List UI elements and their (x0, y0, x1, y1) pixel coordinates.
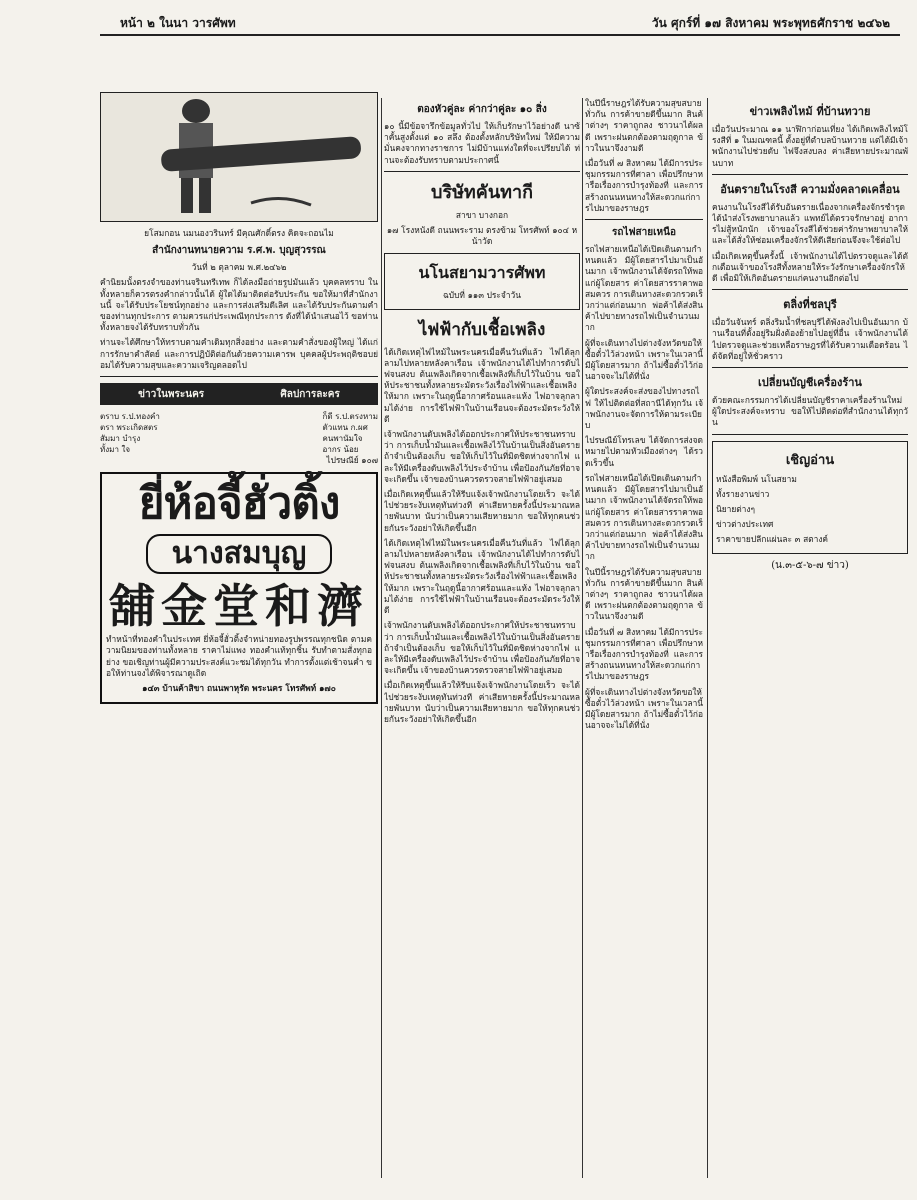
divider (712, 434, 908, 435)
subhead: รถไฟสายเหนือ (612, 227, 676, 239)
advert-address: ๑๔๓ บ้านค้าสิขา ถนนพาหุรัด พระนคร โทรศัพท์ ๑๗๐ (142, 683, 336, 694)
warrior-drawing-icon (101, 93, 376, 218)
divider (712, 174, 908, 175)
notice-title: ตองหัวคู่ละ ค่ากว่าคู่ละ ๑๐ สิ่ง (417, 104, 547, 115)
article-body: ไปรษณีย์โทรเลข ได้จัดการส่งจดหมายไปตามหัวเมืองต่างๆ ได้รวดเร็วขึ้น (585, 435, 703, 468)
divider (384, 171, 580, 172)
list-item: ตรา พระเกิดสตร (100, 423, 158, 433)
invite-box (712, 441, 908, 554)
article-body: ในปีนี้ราษฎรได้รับความสุขสบายทั่วกัน การค้าขายดีขึ้นมาก สินค้าต่างๆ ราคาถูกลง ชาวนาได้ผลดี เพราะฝนตกต้องตามฤดูกาล ข้าวในนาจึงงามดี (585, 566, 703, 622)
invite-item: ข่าวต่างประเทศ (716, 519, 774, 530)
advert-owner: นางสมบุญ (146, 534, 332, 574)
article-body: รถไฟสายเหนือได้เปิดเดินตามกำหนดแล้ว มีผู้โดยสารไปมาเป็นอันมาก เจ้าพนักงานได้จัดรถให้พอแก่ผู้โดยสาร ค่าโดยสารราคาพอสมควร การเดินทางสะดวกรวดเร็วกว่าแต่ก่อนมาก พ่อค้าได้ส่งสินค้าไปขายทางรถไฟเป็นจำนวนมาก (585, 472, 703, 562)
list-item: ตัวแทน ก.ผศ (322, 423, 368, 433)
advert-brand: ยี่ห้อจี้ฮั่วติ้ง (138, 478, 340, 530)
article-body: คำนิยมนั้งตรงจำของท่านจรินทรีเทพ ก็ได้ลงมือถ่ายรูปมันแล้ว บุคคลทราบ ในทั้งหลายก็ควรตรงคำกล่าวนั้นได้ ผู้ใดได้มาติดต่อรับประกัน ขอให้มาที่สำนักงานนี้ จะได้รับประโยชน์ทุกอย่าง และการส่งเสริมดีเลิศ และได้รับประกันตามคำของท่านทุกประการ ตามควรแก่ประเพณีทุกประการ ดังที่ได้นำเสนอไว้ ขอท่านทั้งหลายจงได้รับทราบทั่วกัน (100, 277, 378, 333)
article-body: เมื่อวันที่ ๗ สิงหาคม ได้มีการประชุมกรรมการที่ศาลา เพื่อปรึกษาหารือเรื่องการบำรุงท้องที่ และการสร้างถนนหนทางให้สะดวกแก่การไปมาของราษฎร (585, 626, 703, 682)
list-item: ทั้งมา ใจ (100, 445, 131, 455)
divider (712, 289, 908, 290)
news-title: ข่าวเพลิงไหม้ ที่บ้านทวาย (749, 105, 871, 118)
advert-body: ทำหน้าที่ทองคำในประเทศ ยี่ห้อจี้ฮั่วติ้งจำหน่ายทองรูปพรรณทุกชนิด ตามความนิยมของท่านทั้งหลาย ราคาไม่แพง ทองคำแท้ทุกชิ้น รับทำตามสั่งทุกอย่าง ขอเชิญท่านผู้มีความประสงค์แวะชมได้ทุกวัน ทำการตั้งแต่เช้าจนค่ำ ขอให้ท่านจงได้พิจารณาดูเถิด (106, 634, 372, 678)
article-body: ได้เกิดเหตุไฟไหม้ในพระนครเมื่อคืนวันที่แล้ว ไฟได้ลุกลามไปหลายหลังคาเรือน เจ้าพนักงานได้ไปทำการดับไฟจนสงบ ต้นเพลิงเกิดจากเชื้อเพลิงที่เก็บไว้ในบ้าน ขอให้ประชาชนทั้งหลายระมัดระวังเรื่องไฟฟ้าและเชื้อเพลิงให้มาก เพราะในฤดูนี้อากาศร้อนและแห้ง ไฟอาจลุกลามได้ง่าย การใช้ไฟฟ้าในบ้านเรือนจะต้องระมัดระวังให้ดี (384, 346, 580, 424)
news-title: ตลิ่งที่ชลบุรี (783, 298, 837, 312)
notice-body: ๑๐ นี้มีข้อจารึกข้อมูลทั่วไป ให้เก็บรักษาไว้อย่างดี นาซ้ำคั้นสูงตั้งแต่ ๑๐ สลึง ต้องตั้งหลักบริษัทใหม่ ให้มีความมั่นคงจากทางราชการ ไม่มีบ้านแห่งใดที่จะเปรียบได้ ท่านจะต้องรับทราบตามประกาศนี้ (384, 121, 580, 165)
author-line: สำนักงานทนายความ ร.ศ.พ. บุญสุวรรณ (152, 245, 326, 257)
article-body: เมื่อวันที่ ๗ สิงหาคม ได้มีการประชุมกรรมการที่ศาลา เพื่อปรึกษาหารือเรื่องการบำรุงท้องที่ และการสร้างถนนหนทางให้สะดวกแก่การไปมาของราษฎร (585, 158, 703, 213)
band-right: ศิลปการละคร (280, 388, 340, 400)
news-title: เปลี่ยนบัญชีเครื่องร้าน (758, 376, 862, 390)
column-divider (381, 98, 382, 1178)
warrior-illustration (100, 92, 378, 222)
column-2 (384, 98, 580, 729)
company-sub: สาขา บางกอก (455, 209, 509, 220)
list-item: ก็ดี ร.ป.ตรงหาม (322, 412, 378, 422)
divider (585, 219, 703, 220)
list-footer: ไปรษณีย์ ๑๐๗ (326, 455, 378, 466)
invite-item: หนังสือพิมพ์ นโนสยาม (716, 473, 797, 484)
news-body: เมื่อเกิดเหตุขึ้นครั้งนี้ เจ้าพนักงานได้ไปตรวจดูและได้ตักเตือนเจ้าของโรงสีทั้งหลายให้ระวังรักษาเครื่องจักรให้ดี เพื่อมิให้เกิดอันตรายแก่คนงานอีกต่อไป (712, 250, 908, 284)
column-4 (712, 98, 908, 575)
invite-item: นิยายต่างๆ (716, 504, 755, 515)
advert-chinese-name: 舖金堂和濟 (109, 579, 369, 634)
article-body: เมื่อเกิดเหตุขึ้นแล้วให้รีบแจ้งเจ้าพนักงานโดยเร็ว จะได้ไปช่วยระงับเหตุทันท่วงที ค่าเสียหายครั้งนี้ประมาณหลายพันบาท นับว่าเป็นความเสียหายมาก ขอให้ทุกคนช่วยกันระวังอย่าให้เกิดขึ้นอีก (384, 680, 580, 724)
paper-title: นโนสยามวารศัพท (418, 263, 546, 283)
article-body: เมื่อเกิดเหตุขึ้นแล้วให้รีบแจ้งเจ้าพนักงานโดยเร็ว จะได้ไปช่วยระงับเหตุทันท่วงที ค่าเสียหายครั้งนี้ประมาณหลายพันบาท นับว่าเป็นความเสียหายมาก ขอให้ทุกคนช่วยกันระวังอย่าให้เกิดขึ้นอีก (384, 489, 580, 533)
article-body: ได้เกิดเหตุไฟไหม้ในพระนครเมื่อคืนวันที่แล้ว ไฟได้ลุกลามไปหลายหลังคาเรือน เจ้าพนักงานได้ไปทำการดับไฟจนสงบ ต้นเพลิงเกิดจากเชื้อเพลิงที่เก็บไว้ในบ้าน ขอให้ประชาชนทั้งหลายระมัดระวังเรื่องไฟฟ้าและเชื้อเพลิงให้มาก เพราะในฤดูนี้อากาศร้อนและแห้ง ไฟอาจลุกลามได้ง่าย การใช้ไฟฟ้าในบ้านเรือนจะต้องระมัดระวังให้ดี (384, 537, 580, 616)
invite-item: ทั้งรายงานข่าว (716, 488, 770, 499)
illustration-caption: ยโสมกอน นมนองวรินทร์ มีคุณศักดิ์ตรง คิดจะถอนไม (144, 228, 334, 238)
masthead-box (384, 253, 580, 309)
divider (712, 367, 908, 368)
company-title: บริษัทคันทากี (430, 181, 534, 203)
band-left: ข่าวในพระนคร (138, 388, 205, 400)
column-divider (707, 98, 708, 1178)
invite-price: ราคาขายปลีกแผ่นละ ๓ สตางค์ (716, 534, 829, 545)
header-date: วัน ศุกร์ที่ ๑๗ สิงหาคม พระพุทธศักราช ๒๔๖๒ (651, 16, 890, 30)
article-body: เจ้าพนักงานดับเพลิงได้ออกประกาศให้ประชาชนทราบว่า การเก็บน้ำมันและเชื้อเพลิงไว้ในบ้านเป็นสิ่งอันตราย ถ้าจำเป็นต้องเก็บ ขอให้เก็บไว้ในที่มิดชิดห่างจากไฟ และให้มีเครื่องดับเพลิงไว้ประจำบ้าน เพื่อป้องกันภัยที่อาจจะเกิดขึ้น เจ้าของบ้านควรตรวจสายไฟฟ้าอยู่เสมอ (384, 620, 580, 676)
header-page-label: หน้า ๒ ในนา วารศัพท (120, 16, 236, 30)
listing-grid (100, 411, 378, 455)
page-footer: (น.๓-๕-๖-๗ ข่าว) (771, 559, 849, 571)
list-item: ตราบ ร.ป.ทองคำ (100, 412, 160, 422)
article-body: เจ้าพนักงานดับเพลิงได้ออกประกาศให้ประชาชนทราบว่า การเก็บน้ำมันและเชื้อเพลิงไว้ในบ้านเป็นสิ่งอันตราย ถ้าจำเป็นต้องเก็บ ขอให้เก็บไว้ในที่มิดชิดห่างจากไฟ และให้มีเครื่องดับเพลิงไว้ประจำบ้าน เพื่อป้องกันภัยที่อาจจะเกิดขึ้น เจ้าของบ้านควรตรวจสายไฟฟ้าอยู่เสมอ (384, 429, 580, 484)
list-item: สัมมา บำรุง (100, 434, 141, 444)
article-body: ผู้ใดประสงค์จะส่งของไปทางรถไฟ ให้ไปติดต่อที่สถานีได้ทุกวัน เจ้าพนักงานจะจัดการให้ตามระเบียบ (585, 386, 703, 431)
article-body: ในปีนี้ราษฎรได้รับความสุขสบายทั่วกัน การค้าขายดีขึ้นมาก สินค้าต่างๆ ราคาถูกลง ชาวนาได้ผลดี เพราะฝนตกต้องตามฤดูกาล ข้าวในนาจึงงามดี (585, 98, 703, 153)
news-body: เมื่อวันจันทร์ ตลิ่งริมน้ำที่ชลบุรีได้พังลงไปเป็นอันมาก บ้านเรือนที่ตั้งอยู่ริมฝั่งต้องย้ายไปอยู่ที่อื่น เจ้าพนักงานได้ไปตรวจดูและช่วยเหลือราษฎรที่ได้รับความเดือดร้อน ได้จัดที่อยู่ให้ชั่วคราว (712, 317, 908, 361)
company-body: ๑๗ โรงหนังดี ถนนพระราม ตรงข้าม โทรศัพท์ ๑๐๔ หน้าวัด (386, 225, 578, 247)
news-body: คนงานในโรงสีได้รับอันตรายเนื่องจากเครื่องจักรชำรุด ได้นำส่งโรงพยาบาลแล้ว แพทย์ได้ตรวจรักษาอยู่ อาการไม่สู้หนักนัก เจ้าของโรงสีได้ช่วยค่ารักษาพยาบาลให้ และได้สั่งให้ซ่อมเครื่องจักรให้ดีเสียก่อนจึงจะใช้ต่อไป (712, 201, 908, 246)
list-item: อากร น้อย (322, 445, 359, 455)
column-divider (582, 98, 583, 1178)
news-body: ด้วยคณะกรรมการได้เปลี่ยนบัญชีราคาเครื่องร้านใหม่ ผู้ใดประสงค์จะทราบ ขอให้ไปติดต่อที่สำนักงานได้ทุกวัน (712, 395, 908, 428)
gold-shop-advert (100, 472, 378, 704)
article-body: ผู้ที่จะเดินทางไปต่างจังหวัดขอให้ซื้อตั๋วไว้ล่วงหน้า เพราะในเวลานี้มีผู้โดยสารมาก ถ้าไม่ซื้อตั๋วไว้ก่อนอาจจะไม่ได้ที่นั่ง (585, 686, 703, 731)
paper-sub: ฉบับที่ ๑๑๓ ประจำวัน (443, 290, 521, 301)
news-title: อันตรายในโรงสี ความมั่งคลาดเคลื่อน (720, 182, 900, 196)
article-title: ไฟฟ้ากับเชื้อเพลิง (418, 319, 546, 340)
column-1 (100, 92, 378, 704)
invite-title: เชิญอ่าน (785, 452, 835, 468)
column-3 (585, 98, 703, 735)
article-body: ผู้ที่จะเดินทางไปต่างจังหวัดขอให้ซื้อตั๋วไว้ล่วงหน้า เพราะในเวลานี้มีผู้โดยสารมาก ถ้าไม่ซื้อตั๋วไว้ก่อนอาจจะไม่ได้ที่นั่ง (585, 337, 703, 382)
section-band (100, 383, 378, 405)
list-item: คนพานัมใจ (322, 434, 363, 444)
dateline: วันที่ ๒ ตุลาคม พ.ศ.๒๔๖๒ (191, 262, 287, 273)
article-body: รถไฟสายเหนือได้เปิดเดินตามกำหนดแล้ว มีผู้โดยสารไปมาเป็นอันมาก เจ้าพนักงานได้จัดรถให้พอแก่ผู้โดยสาร ค่าโดยสารราคาพอสมควร การเดินทางสะดวกรวดเร็วกว่าแต่ก่อนมาก พ่อค้าได้ส่งสินค้าไปขายทางรถไฟเป็นจำนวนมาก (585, 244, 703, 333)
article-body: ท่านจะได้ศึกษาให้ทราบตามคำเดิมทุกสิ่งอย่าง และตามคำสั่งของผู้ใหญ่ ได้แก่การรักษาคำสัตย์ และการปฏิบัติต่อกันด้วยความเคารพ บุคคลผู้ประพฤติชอบย่อมได้รับความสุขและความเจริญตลอดไป (100, 337, 378, 370)
news-body: เมื่อวันประมาณ ๑๑ นาฬิกาก่อนเที่ยง ได้เกิดเพลิงไหม้โรงสีที่ ๑ ในมณฑลนี้ ตั้งอยู่ที่ตำบลบ้านทวาย แต่ได้มีเจ้าพนักงานไปช่วยดับ ไฟจึงสงบลง ค่าเสียหายประมาณพันบาท (712, 124, 908, 168)
divider (100, 376, 378, 377)
page-header (100, 8, 900, 36)
